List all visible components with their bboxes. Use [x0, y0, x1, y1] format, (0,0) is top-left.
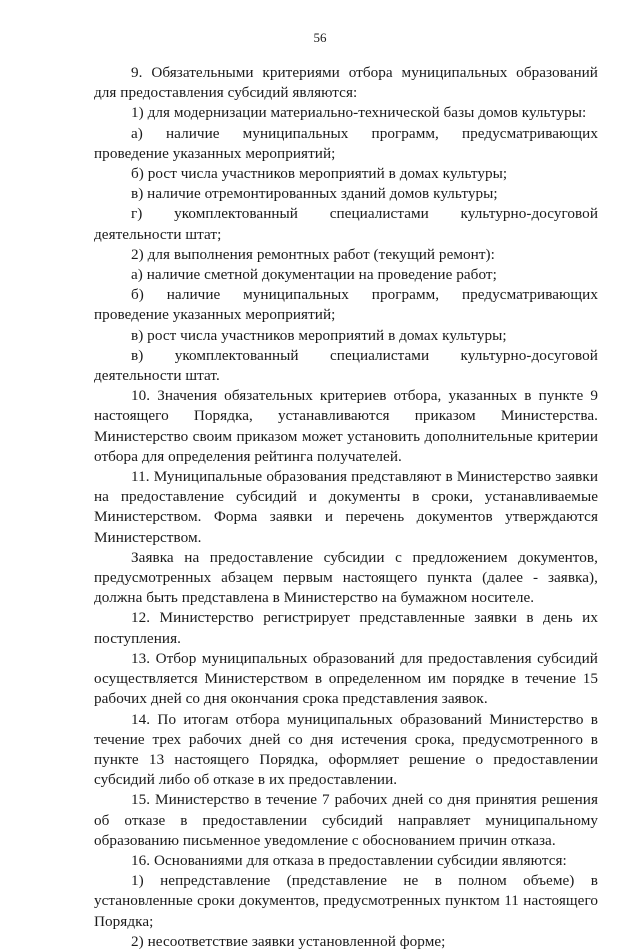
paragraph-14: 14. По итогам отбора муниципальных образований Министерство в течение трех рабочих дней со дня истечения срока, предусмотренного в пункте 13 настоящего Порядка, оформляет решение о предоставлении субсидий либо об отказе в их предоставлении. — [94, 710, 598, 789]
paragraph-9: 9. Обязательными критериями отбора муниципальных образований для предоставления субсидий являются: — [94, 64, 598, 102]
paragraph-12: 12. Министерство регистрирует представленные заявки в день их поступления. — [94, 609, 598, 647]
criteria-2-repair: 2) для выполнения ремонтных работ (текущий ремонт): — [131, 245, 495, 263]
refusal-ground-2: 2) несоответствие заявки установленной форме; — [131, 932, 446, 950]
criteria-1a: а) наличие муниципальных программ, предусматривающих проведение указанных мероприятий; — [94, 124, 598, 162]
criteria-1d: г) укомплектованный специалистами культурно-досуговой деятельности штат; — [94, 205, 598, 243]
criteria-2c: в) рост числа участников мероприятий в домах культуры; — [131, 326, 507, 344]
document-body — [94, 63, 598, 952]
criteria-2d: в) укомплектованный специалистами культурно-досуговой деятельности штат. — [94, 346, 598, 385]
criteria-1-modernization: 1) для модернизации материально-технической базы домов культуры: — [131, 104, 587, 122]
criteria-2b: б) наличие муниципальных программ, предусматривающих проведение указанных мероприятий; — [94, 286, 598, 324]
paragraph-11: 11. Муниципальные образования представляют в Министерство заявки на предоставление субсидий и документы в сроки, устанавливаемые Министерством. Форма заявки и перечень документов утверждаются Министерством. — [94, 468, 598, 546]
paragraph-13: 13. Отбор муниципальных образований для предоставления субсидий осуществляется Министерством в определенном им порядке в течение 15 рабочих дней со дня окончания срока представления заявок. — [94, 649, 598, 708]
page-number: 56 — [313, 30, 327, 45]
criteria-1b: б) рост числа участников мероприятий в домах культуры; — [131, 165, 508, 183]
paragraph-16: 16. Основаниями для отказа в предоставлении субсидии являются: — [131, 851, 567, 869]
criteria-2a: а) наличие сметной документации на проведение работ; — [131, 266, 497, 284]
paragraph-11-application: Заявка на предоставление субсидии с предложением документов, предусмотренных абзацем первым настоящего пункта (далее - заявка), должна быть представлена в Министерство на бумажном носителе. — [94, 548, 598, 607]
criteria-1c: в) наличие отремонтированных зданий домов культуры; — [131, 185, 498, 203]
paragraph-10: 10. Значения обязательных критериев отбора, указанных в пункте 9 настоящего Порядка, устанавливаются приказом Министерства. Министерство своим приказом может установить дополнительные критерии отбора для определения рейтинга получателей. — [94, 387, 598, 465]
paragraph-15: 15. Министерство в течение 7 рабочих дней со дня принятия решения об отказе в предоставлении субсидий направляет муниципальному образованию письменное уведомление с обоснованием причин отказа. — [94, 791, 598, 849]
refusal-ground-1: 1) непредставление (представление не в полном объеме) в установленные сроки документов, предусмотренных пунктом 11 настоящего Порядка; — [94, 872, 598, 930]
